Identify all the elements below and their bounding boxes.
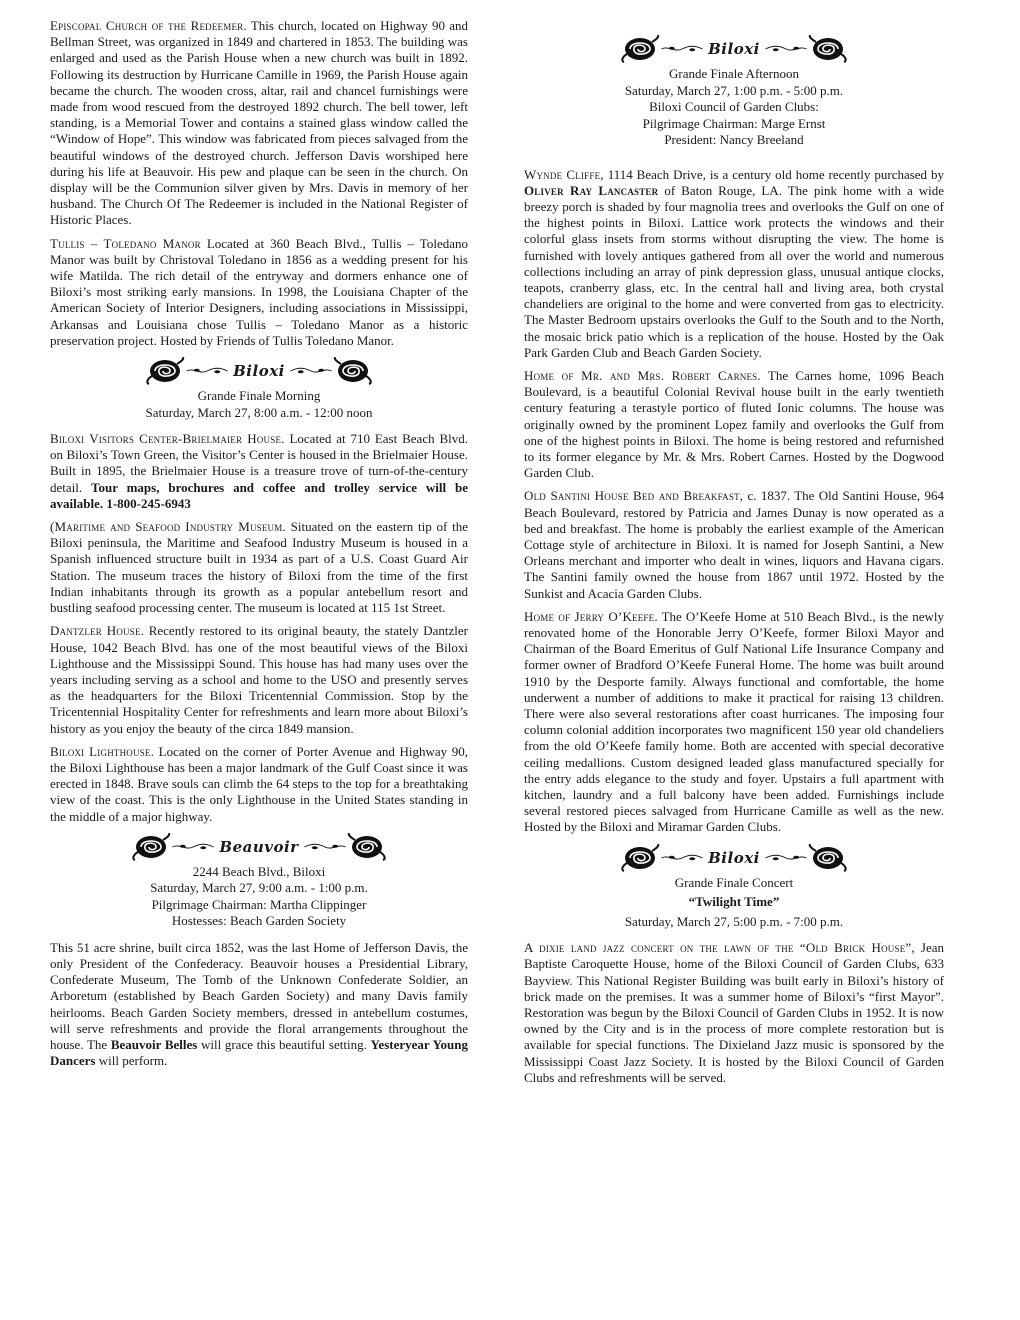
rose-left-icon (131, 833, 171, 861)
heading-okeefe-home: Home of Jerry O’Keefe. (524, 608, 658, 624)
body-wynde-cliffe-1: 1114 Beach Drive, is a century old home recently purchased by (603, 166, 945, 182)
paragraph-episcopal-church (50, 18, 468, 229)
paragraph-biloxi-lighthouse (50, 744, 468, 825)
vine-left-icon (660, 42, 704, 56)
event-line-concert-name: Grande Finale Concert (674, 874, 794, 890)
paragraph-tullis-toledano (50, 236, 468, 349)
event-line-afternoon-council: Biloxi Council of Garden Clubs: (649, 99, 819, 114)
body-maritime-museum: Situated on the eastern tip of the Biloxi peninsula, the Maritime and Seafood Industry Museum is housed in a Spanish influenced structure built in 1934 as part of a U.S. Coast Guard Air Station. The museum traces the history of Biloxi from the time of the first Indian inhabitants through its growth as a popular antebellum resort and bustling seafood processing center. The museum is located at 115 1st Street. (50, 519, 468, 616)
vine-left-icon (660, 851, 704, 865)
event-block-beauvoir (50, 832, 468, 930)
body-biloxi-lighthouse: Located on the corner of Porter Avenue and Highway 90, the Biloxi Lighthouse has been a major landmark of the Gulf Coast since it was erected in 1848. Brave souls can climb the 64 steps to the top for a breathtaking view of the coast. This is the only Lighthouse in the United States standing in the middle of a major highway. (50, 743, 468, 824)
paragraph-santini-house (524, 488, 944, 601)
heading-biloxi-lighthouse: Biloxi Lighthouse. (50, 743, 155, 759)
event-line-afternoon-name: Grande Finale Afternoon (669, 66, 799, 81)
banner-morning (50, 356, 468, 386)
rose-left-icon (145, 357, 185, 385)
paragraph-beauvoir (50, 940, 468, 1070)
body-wynde-cliffe-2: of Baton Rouge, LA. The pink home with a wide breezy porch is shaded by four magnolia trees and overlooks the Gulf on one of the highest points in Biloxi. Lattice work protects the windows and their colorful glass insets from storms without disrupting the view. The home is furnished with lovely antiques gathered from all over the world and numerous collections including an array of pink depression glass, unusual antique clocks, teapots, cranberry glass, etc. In the central hall and living area, both crystal chandeliers are original to the home and were converted from gas to electricity. The Master Bedroom upstairs overlooks the Gulf to the South and to the North, the mosaic brick patio which is a replication of the house. Hosted by the Oak Park Garden Club and Beach Garden Society. (524, 182, 944, 360)
heading-maritime-museum: (Maritime and Seafood Industry Museum. (50, 519, 286, 535)
bold-tour-info: Tour maps, brochures and coffee and trolley service will be available. 1-800-245-6943 (50, 479, 468, 511)
body-visitors-center: Located at 710 East Beach Blvd. on Biloxi’s Town Green, the Visitor’s Center is housed in the Brielmaier House. Built in 1895, the Brielmaier House is a treasure trove of turn-of-the-century detail. (50, 431, 468, 495)
vine-left-icon (171, 840, 215, 854)
event-line-concert-title: “Twilight Time” (688, 894, 780, 910)
paragraph-carnes-home (524, 368, 944, 481)
event-line-beauvoir-chairman: Pilgrimage Chairman: Martha Clippinger (151, 896, 367, 912)
body-beauvoir-3: will perform. (95, 1053, 168, 1069)
vine-right-icon (289, 364, 333, 378)
body-dantzler-house: Recently restored to its original beauty, the stately Dantzler House, 1042 Beach Blvd. has one of the most beautiful views of the Biloxi Lighthouse and the Mississippi Sound. This house has had many uses over the years including serving as a school and home to the USO and presently serves as the headquarters for the Biloxi Tricentennial Commission. Stop by the Tricentennial Hospitality Center for refreshments and learn more about Biloxi’s history as you enjoy the beauty of the circa 1849 mansion. (50, 623, 468, 736)
vine-left-icon (185, 364, 229, 378)
bold-beauvoir-belles: Beauvoir Belles (110, 1036, 198, 1052)
vine-right-icon (764, 42, 808, 56)
event-block-morning (50, 356, 468, 421)
heading-jazz-concert: A dixie land jazz concert on the lawn of the “Old Brick House”, (524, 940, 915, 956)
body-beauvoir-1: This 51 acre shrine, built circa 1852, was the last Home of Jefferson Davis, the only President of the Confederacy. Beauvoir houses a Presidential Library, Confederate Museum, The Tomb of the Unknown Confederate Soldier, an Arboretum (established by Beach Garden Society) and many Davis family heirlooms. Beach Garden Society members, dressed in antebellum costumes, will serve refreshments and provide the floral arrangements throughout the house. The (50, 939, 468, 1052)
rose-left-icon (620, 844, 660, 872)
banner-title-beauvoir: Beauvoir (219, 837, 299, 856)
right-column (524, 34, 944, 1093)
heading-santini-house: Old Santini House Bed and Breakfast, (524, 488, 744, 504)
event-line-beauvoir-time: Saturday, March 27, 9:00 a.m. - 1:00 p.m. (150, 880, 368, 896)
heading-carnes-home: Home of Mr. and Mrs. Robert Carnes. (524, 367, 761, 383)
bold-oliver-ray-lancaster: Oliver Ray Lancaster (524, 182, 659, 198)
body-tullis-toledano: Located at 360 Beach Blvd., Tullis – Toledano Manor was built by Christoval Toledano in 1856 as a wedding present for his wife Matilda. The rich detail of the entryway and dormers enhance one of Biloxi’s most striking early mansions. In 1998, the Louisiana Chapter of the American Society of Interior Designers, including associations in Mississippi, Arkansas and Louisiana chose Tullis – Toledano Manor as a historic preservation project. Hosted by Friends of Tullis Toledano Manor. (50, 235, 468, 348)
banner-concert (524, 843, 944, 873)
bold-yesteryear-dancers: Yesteryear Young Dancers (50, 1036, 469, 1069)
event-block-afternoon (524, 34, 944, 149)
paragraph-wynde-cliffe (524, 167, 944, 361)
event-line-afternoon-president: President: Nancy Breeland (664, 132, 804, 147)
banner-beauvoir (50, 832, 468, 862)
rose-right-icon (333, 357, 373, 385)
heading-tullis-toledano: Tullis – Toledano Manor (50, 235, 201, 251)
paragraph-jazz-concert (524, 940, 944, 1086)
rose-right-icon (808, 844, 848, 872)
paragraph-okeefe-home (524, 609, 944, 836)
banner-title-afternoon: Biloxi (708, 39, 760, 58)
event-block-concert (524, 843, 944, 931)
banner-afternoon (524, 34, 944, 64)
event-line-morning-name: Grande Finale Morning (197, 388, 321, 404)
vine-right-icon (764, 851, 808, 865)
body-carnes-home: The Carnes home, 1096 Beach Boulevard, is a beautiful Colonial Revival house built in the early twentieth century featuring a terastyle portico of fluted Ionic columns. The house was originally owned by the prominent Lopez family and overlooks the Gulf from one of the highest points in Biloxi. The home is being restored and refurnished to its former elegance by Mr. & Mrs. Robert Carnes. Hosted by the Dogwood Garden Club. (524, 367, 944, 481)
rose-left-icon (620, 35, 660, 63)
body-santini-house: c. 1837. The Old Santini House, 964 Beach Boulevard, restored by Patricia and James Dunay is now operated as a bed and breakfast. The home is probably the earliest example of the American Cottage style of architecture in Biloxi. It is named for Joseph Santini, a New Orleans merchant and importer who dealt in wines, liquors and Havana cigars. The Santini family owned the house from 1867 until 1972. Hosted by the Sunkist and Acacia Garden Clubs. (524, 488, 944, 601)
event-line-beauvoir-address: 2244 Beach Blvd., Biloxi (192, 863, 326, 879)
body-okeefe-home: The O’Keefe Home at 510 Beach Blvd., is the newly renovated home of the Honorable Jerry O’Keefe, former Biloxi Mayor and Chairman of the Board Emeritus of Gulf National Life Insurance Company and former owner of Bradford O’Keefe Funeral Home. The home was built around 1910 by the Desporte family. Always functional and comfortable, the home underwent a number of additions to make it practical for raising 13 children. There were also several restorations after coast hurricanes. The imposing four column colonial addition incorporates two magnificent 150 year old chandeliers from the old O’Keefe family home. Both are accented with special decorative ceiling medallions. Custom designed leaded glass manufactured specially for the entry adds elegance to the study and foyer. Upstairs a full apartment with kitchen, laundry and a full balcony have been added. Furnishings include several restored pieces salvaged from Hurricane Camille as well as the new. Hosted by the Biloxi and Miramar Garden Clubs. (524, 608, 944, 835)
rose-right-icon (347, 833, 387, 861)
paragraph-maritime-museum (50, 519, 468, 616)
heading-visitors-center: Biloxi Visitors Center-Brielmaier House. (50, 431, 285, 447)
body-episcopal-church: This church, located on Highway 90 and Bellman Street, was organized in 1849 and chartered in 1853. The building was enlarged and used as the Parish House when a new church was built in 1892. Following its destruction by Hurricane Camille in 1969, the Parish House again became the church. The wooden cross, altar, rail and chancel furnishings were made from wood rescued from the destroyed 1892 church. The bell tower, left standing, is a Memorial Tower and contains a stained glass window called the “Window of Hope”. This window was fabricated from pieces salvaged from the beautiful windows of the destroyed church. Jefferson Davis worshiped here during his life at Beauvoir. His pew and plaque can be seen in the church. On display will be the Communion silver given by Mrs. Davis in memory of her husband. The Church Of The Redeemer is included in the National Register of Historic Places. (50, 18, 468, 228)
event-line-afternoon-chairman: Pilgrimage Chairman: Marge Ernst (642, 115, 826, 131)
banner-title-morning: Biloxi (233, 361, 285, 380)
heading-wynde-cliffe: Wynde Cliffe, (524, 166, 604, 182)
heading-episcopal-church: Episcopal Church of the Redeemer. (50, 18, 247, 33)
event-line-morning-time: Saturday, March 27, 8:00 a.m. - 12:00 noon (145, 404, 373, 420)
body-jazz-concert: Jean Baptiste Caroquette House, home of the Biloxi Council of Garden Clubs, 633 Bayview. This National Register Building was built early in Biloxi’s history of brick made on the premises. It was a summer home of Biloxi’s “first Mayor”. Restoration was begun by the Biloxi Council of Garden Clubs in 1952. It is now owned by the City and is in the process of more complete restoration but is available for special functions. The Dixieland Jazz music is sponsored by the Mississippi Coast Jazz Society. It is hosted by the Biloxi Council of Garden Clubs and refreshments will be served. (524, 940, 944, 1085)
body-beauvoir-2: will grace this beautiful setting. (197, 1036, 371, 1052)
vine-right-icon (303, 840, 347, 854)
paragraph-dantzler-house (50, 623, 468, 736)
paragraph-visitors-center (50, 431, 468, 512)
left-column (50, 18, 468, 1076)
event-line-beauvoir-hostesses: Hostesses: Beach Garden Society (171, 913, 347, 929)
event-line-concert-time: Saturday, March 27, 5:00 p.m. - 7:00 p.m. (624, 913, 844, 929)
rose-right-icon (808, 35, 848, 63)
banner-title-concert: Biloxi (708, 848, 760, 867)
event-line-afternoon-time: Saturday, March 27, 1:00 p.m. - 5:00 p.m. (624, 82, 844, 98)
heading-dantzler-house: Dantzler House. (50, 623, 145, 639)
